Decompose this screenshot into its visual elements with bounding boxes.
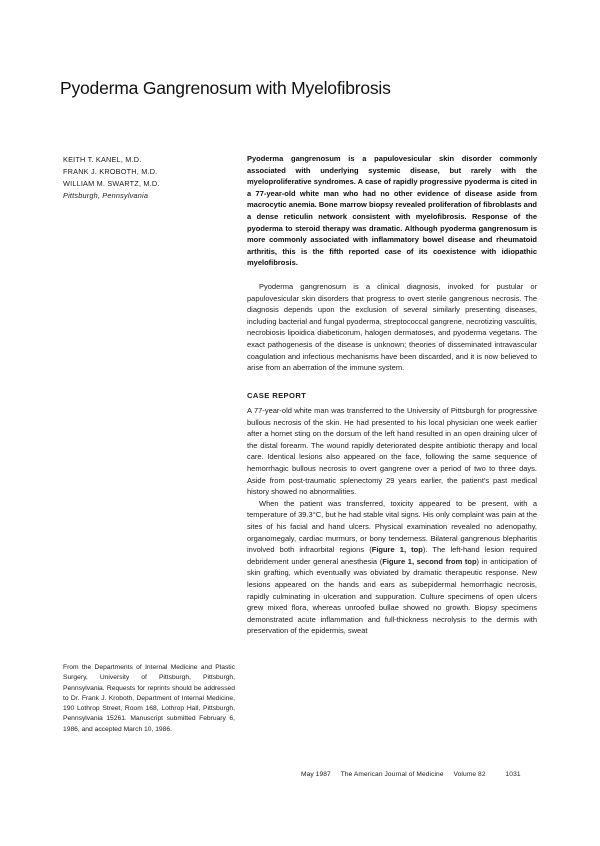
footer-date: May 1987: [301, 771, 331, 778]
case-text: ). The left-hand lesion required debridement under general anesthesia (: [247, 545, 538, 566]
figure-reference: Figure 1, top: [371, 545, 423, 555]
author-name: WILLIAM M. SWARTZ, M.D.: [63, 179, 160, 188]
author-name: FRANK J. KROBOTH, M.D.: [63, 167, 158, 176]
footer-volume: Volume 82: [453, 771, 486, 778]
author-location: Pittsburgh, Pennsylvania: [63, 191, 149, 200]
case-text: ) in anticipation of skin grafting, which eventually was obviated by dramatic therapeutic response. New lesions appeared on the hands and ears as subepidermal hemorrhagic necrosis, rapidly culminating in ulceration and suppuration. Culture specimens of open ulcers grew mixed flora, whereas unroofed bullae showed no growth. Biopsy specimens demonstrated acute inflammation and full-thickness necrolysis to the dermis with preservation of the epidermis, sweat: [247, 556, 537, 636]
case-report-body: [247, 405, 537, 637]
article-title: Pyoderma Gangrenosum with Myelofibrosis: [60, 77, 391, 98]
footer-journal: The American Journal of Medicine: [340, 771, 444, 778]
case-text: When the patient was transferred, toxicity appeared to be present, with a temperature of 39.3°C, but he had stable vital signs. His only complaint was pain at the sites of his facial and hand ulcers. Physical examination revealed no adenopathy, organomegaly, cardiac murmurs, or bony tenderness. Bilateral gangrenous blepharitis involved both infraorbital regions (: [247, 498, 537, 555]
page-number: 1031: [505, 771, 521, 778]
affiliation-footnote: From the Departments of Internal Medicine and Plastic Surgery, University of Pittsburgh, Pittsburgh, Pennsylvania. Requests for reprints should be addressed to Dr. Frank J. Kroboth, Department of Internal Medicine, 190 Lothrop Street, Room 168, Lothrop Hall, Pittsburgh, Pennsylvania 15261. Manuscript submitted February 6, 1986, and accepted March 10, 1986.: [63, 664, 235, 733]
figure-reference: Figure 1, second from top: [382, 556, 477, 566]
case-paragraph-2: [247, 498, 537, 637]
abstract: Pyoderma gangrenosum is a papulovesicular skin disorder commonly associated with underlying systemic disease, but rarely with the myeloproliferative syndromes. A case of rapidly progressive pyoderma is cited in a 77-year-old white man who had no other evidence of disease aside from macrocytic anemia. Bone marrow biopsy revealed proliferation of fibroblasts and a dense reticulin network consistent with myelofibrosis. Response of the pyoderma to steroid therapy was dramatic. Although pyoderma gangrenosum is more commonly associated with inflammatory bowel disease and rheumatoid arthritis, this is the fifth reported case of its coexistence with idiopathic myelofibrosis.: [247, 154, 537, 268]
case-report-heading: CASE REPORT: [247, 391, 307, 400]
case-paragraph-1: A 77-year-old white man was transferred to the University of Pittsburgh for progressive bullous necrosis of the skin. He had presented to his local physician one week earlier after a hornet sting on the dorsum of the left hand resulted in an open draining ulcer of the distal forearm. The wound rapidly deteriorated despite antibiotic therapy and local care. Identical lesions also appeared on the face, following the same sequence of hemorrhagic bullous necrosis to overt gangrene over a period of two to three days. Aside from post-traumatic splenectomy 29 years earlier, the patient's past medical history showed no abnormalities.: [247, 406, 537, 497]
author-block: [63, 154, 238, 202]
page-footer: [301, 771, 541, 778]
author-name: KEITH T. KANEL, M.D.: [63, 155, 142, 164]
introduction-paragraph: Pyoderma gangrenosum is a clinical diagnosis, invoked for pustular or papulovesicular skin disorders that progress to overt sterile gangrenous necrosis. The diagnosis depends upon the exclusion of several similarly presenting diseases, including bacterial and fungal pyoderma, streptococcal gangrene, necrotizing vasculitis, necrobiosis lipoidica diabeticorum, halogen dermatoses, and pyoderma vegetans. The exact pathogenesis of the disease is unknown; theories of disseminated intravascular coagulation and infectious mechanisms have been discarded, and it is now believed to arise from an aberration of the immune system.: [247, 282, 537, 373]
